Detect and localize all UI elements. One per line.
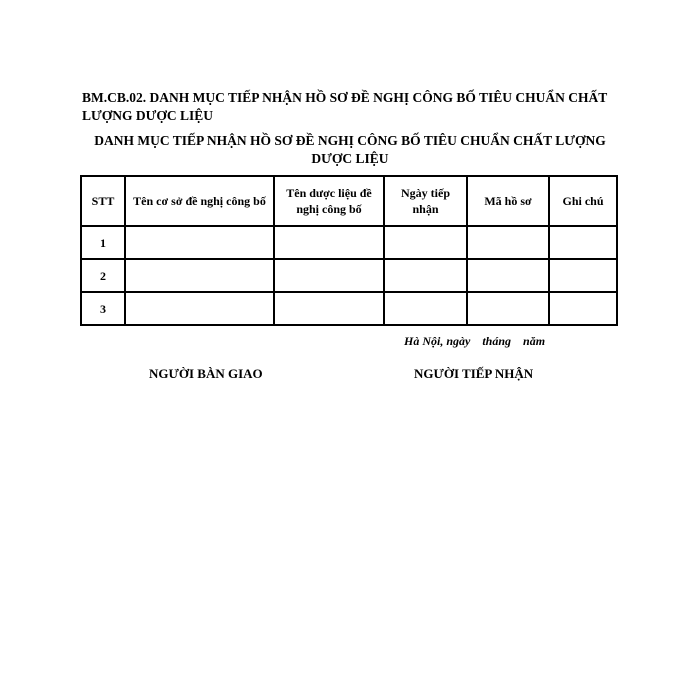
column-header-facility-name: Tên cơ sở đề nghị công bố <box>125 176 274 226</box>
form-code-heading: BM.CB.02. DANH MỤC TIẾP NHẬN HỒ SƠ ĐỀ NGHỊ CÔNG BỐ TIÊU CHUẨN CHẤT LƯỢNG DƯỢC LIỆU <box>82 90 608 123</box>
column-header-stt: STT <box>81 176 125 226</box>
table-row <box>81 292 617 325</box>
cell-received-date <box>384 226 467 259</box>
cell-herb-name <box>274 259 384 292</box>
cell-notes <box>549 226 617 259</box>
row-number: 3 <box>81 292 125 325</box>
column-header-notes: Ghi chú <box>549 176 617 226</box>
cell-notes <box>549 292 617 325</box>
table-row <box>81 226 617 259</box>
records-table <box>80 175 618 326</box>
column-header-received-date: Ngày tiếp nhận <box>384 176 467 226</box>
row-number: 1 <box>81 226 125 259</box>
cell-notes <box>549 259 617 292</box>
row-number: 2 <box>81 259 125 292</box>
document-title: DANH MỤC TIẾP NHẬN HỒ SƠ ĐỀ NGHỊ CÔNG BỐ TIÊU CHUẨN CHẤT LƯỢNG DƯỢC LIỆU <box>94 133 606 166</box>
table-header-row <box>81 176 617 226</box>
signature-receiver-label: NGƯỜI TIẾP NHẬN <box>414 366 534 381</box>
cell-facility-name <box>125 292 274 325</box>
cell-dossier-code <box>467 292 549 325</box>
column-header-dossier-code: Mã hồ sơ <box>467 176 549 226</box>
column-header-herb-name: Tên dược liệu đề nghị công bố <box>274 176 384 226</box>
table-row <box>81 259 617 292</box>
cell-received-date <box>384 259 467 292</box>
cell-dossier-code <box>467 259 549 292</box>
cell-facility-name <box>125 259 274 292</box>
cell-herb-name <box>274 226 384 259</box>
cell-herb-name <box>274 292 384 325</box>
cell-received-date <box>384 292 467 325</box>
place-date-line: Hà Nội, ngày tháng năm <box>404 334 546 348</box>
signature-handover-label: NGƯỜI BÀN GIAO <box>149 366 263 381</box>
cell-dossier-code <box>467 226 549 259</box>
cell-facility-name <box>125 226 274 259</box>
